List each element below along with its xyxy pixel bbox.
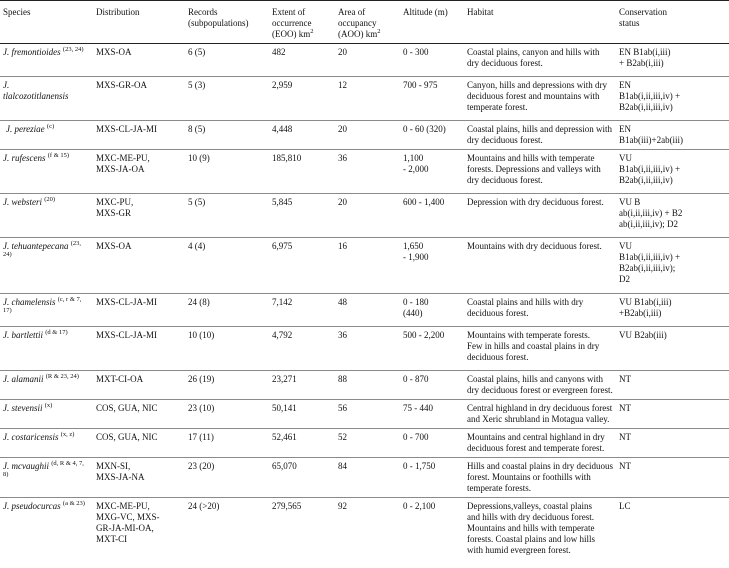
records-cell: 26 (19) <box>185 371 269 400</box>
table-row <box>0 238 729 294</box>
records-cell: 24 (>20) <box>188 501 220 511</box>
eoo-cell: 279,565 <box>272 501 302 511</box>
header-species: Species <box>0 1 93 44</box>
species-cell <box>0 498 93 568</box>
altitude-cell: 0 - 700 <box>400 429 464 458</box>
header-altitude: Altitude (m) <box>400 1 464 44</box>
aoo-cell: 56 <box>335 400 400 429</box>
header-aoo-text: Area of occupancy (AOO) km <box>338 7 378 39</box>
header-habitat: Habitat <box>464 1 616 44</box>
species-cell <box>0 458 93 498</box>
aoo-cell: 16 <box>335 238 400 294</box>
conservation-status-cell: VU B ab(i,ii,iii,iv) + B2 ab(i,ii,iii,iv); D2 <box>616 194 729 238</box>
habitat-cell: Coastal plains, canyon and hills with dry deciduous forest. <box>464 44 616 77</box>
aoo-cell: 88 <box>335 371 400 400</box>
altitude-cell: 500 - 2,200 <box>400 327 464 371</box>
conservation-status-cell: LC <box>619 501 631 511</box>
distribution-cell: MXS-OA <box>93 44 185 77</box>
conservation-status-cell: NT <box>616 400 729 429</box>
table-row <box>0 429 729 458</box>
eoo-cell: 185,810 <box>269 150 335 194</box>
records-cell: 5 (5) <box>185 194 269 238</box>
species-name: J. fremontioides <box>3 47 61 57</box>
eoo-cell: 52,461 <box>269 429 335 458</box>
species-reference: (d, R & 4, 7, 8) <box>3 460 84 478</box>
species-name: J. chamelensis <box>3 297 56 307</box>
habitat-cell: Mountains with temperate forests. Few in hills and coastal plains in dry deciduous forest. <box>464 327 616 371</box>
table-row <box>0 400 729 429</box>
species-reference: (23, 24) <box>3 240 82 258</box>
eoo-cell: 4,792 <box>269 327 335 371</box>
distribution-cell: MXT-CI-OA <box>93 371 185 400</box>
records-cell: 10 (10) <box>185 327 269 371</box>
table-row <box>0 77 729 121</box>
records-cell: 10 (9) <box>185 150 269 194</box>
header-aoo-sup: 2 <box>377 28 381 35</box>
distribution-cell: MXS-OA <box>93 238 185 294</box>
species-cell <box>0 44 93 77</box>
table-row <box>0 194 729 238</box>
species-cell <box>0 77 93 121</box>
species-name: J. bartlettii <box>3 330 43 340</box>
altitude-cell: 1,100 - 2,000 <box>400 150 464 194</box>
records-cell: 6 (5) <box>185 44 269 77</box>
species-cell <box>0 121 93 150</box>
altitude-cell: 1,650 - 1,900 <box>400 238 464 294</box>
aoo-cell: 84 <box>335 458 400 498</box>
species-reference: (23, 24) <box>62 46 84 53</box>
conservation-status-cell: NT <box>616 429 729 458</box>
conservation-status-cell: EN B1ab(i,iii) + B2ab(i,iii) <box>616 44 729 77</box>
header-aoo <box>335 1 400 44</box>
aoo-cell: 36 <box>335 327 400 371</box>
species-cell <box>0 238 93 294</box>
altitude-cell: 0 - 180 (440) <box>400 294 464 327</box>
species-reference: (a & 23) <box>62 500 85 507</box>
species-name: J. tehuantepecana <box>3 241 69 251</box>
eoo-cell: 2,959 <box>269 77 335 121</box>
eoo-cell: 23,271 <box>269 371 335 400</box>
aoo-cell: 52 <box>335 429 400 458</box>
distribution-cell: MXC-PU, MXS-GR <box>93 194 185 238</box>
distribution-cell: MXS-GR-OA <box>93 77 185 121</box>
altitude-cell: 0 - 300 <box>400 44 464 77</box>
species-cell <box>0 150 93 194</box>
table-row <box>0 327 729 371</box>
table-row <box>0 371 729 400</box>
species-name: J. tlalcozotitlanensis <box>3 80 69 101</box>
habitat-cell: Hills and coastal plains in dry deciduous forest. Mountains or foothills with temperate forests. <box>464 458 616 498</box>
distribution-cell: COS, GUA, NIC <box>93 400 185 429</box>
distribution-cell: MXC-ME-PU, MXS-JA-OA <box>93 150 185 194</box>
species-reference: (c, r & 7, 17) <box>3 296 82 314</box>
distribution-cell: COS, GUA, NIC <box>93 429 185 458</box>
habitat-cell: Depressions,valleys, coastal plains and hills with dry deciduous forest. Mountains and hills with temperate forests. Coastal plains and low hills with humid evergreen forest. <box>467 501 595 555</box>
aoo-cell: 36 <box>335 150 400 194</box>
records-cell: 17 (11) <box>185 429 269 458</box>
conservation-status-cell: VU B1ab(i,ii,iii,iv) + B2ab(i,ii,iii,iv) <box>616 150 729 194</box>
distribution-cell: MXS-CL-JA-MI <box>93 121 185 150</box>
aoo-cell: 12 <box>335 77 400 121</box>
eoo-cell: 5,845 <box>269 194 335 238</box>
habitat-cell: Mountains with dry deciduous forest. <box>464 238 616 294</box>
species-reference: (20) <box>44 196 56 203</box>
aoo-cell: 92 <box>338 501 347 511</box>
habitat-cell: Mountains and central highland in dry deciduous forest and temperate forest. <box>464 429 616 458</box>
habitat-cell: Mountains and hills with temperate forests. Depressions and valleys with dry deciduous forest. <box>464 150 616 194</box>
altitude-cell: 700 - 975 <box>400 77 464 121</box>
species-reference: (c) <box>46 123 55 130</box>
species-cell <box>0 194 93 238</box>
species-cell <box>0 371 93 400</box>
records-cell: 23 (10) <box>185 400 269 429</box>
species-reference: (d & 17) <box>45 329 68 336</box>
species-cell <box>0 400 93 429</box>
aoo-cell: 20 <box>335 121 400 150</box>
altitude-cell: 0 - 870 <box>400 371 464 400</box>
conservation-status-cell: VU B1ab(i,iii) +B2ab(i,iii) <box>616 294 729 327</box>
species-reference: (f & 15) <box>47 152 70 159</box>
species-reference: (R & 23, 24) <box>45 373 79 380</box>
species-name: J. pseudocurcas <box>3 501 61 511</box>
table-row <box>0 498 729 568</box>
eoo-cell: 6,975 <box>269 238 335 294</box>
table-header <box>0 1 729 44</box>
conservation-status-cell: VU B1ab(i,ii,iii,iv) + B2ab(i,ii,iii,iv); D2 <box>616 238 729 294</box>
eoo-cell: 65,070 <box>269 458 335 498</box>
habitat-cell: Coastal plains and hills with dry deciduous forest. <box>464 294 616 327</box>
header-eoo-sup: 2 <box>310 28 314 35</box>
distribution-cell: MXN-SI, MXS-JA-NA <box>93 458 185 498</box>
habitat-cell: Central highland in dry deciduous forest and Xeric shrubland in Motagua valley. <box>464 400 616 429</box>
altitude-cell: 0 - 2,100 <box>403 501 436 511</box>
header-records: Records (subpopulations) <box>185 1 269 44</box>
species-name: J. costaricensis <box>3 432 59 442</box>
habitat-cell: Canyon, hills and depressions with dry deciduous forest and mountains with temperate forest. <box>464 77 616 121</box>
species-name: J. rufescens <box>3 153 46 163</box>
conservation-status-cell: EN B1ab(iii)+2ab(iii) <box>616 121 729 150</box>
species-name: J. websteri <box>3 197 42 207</box>
altitude-cell: 600 - 1,400 <box>400 194 464 238</box>
species-cell <box>0 429 93 458</box>
altitude-cell: 0 - 60 (320) <box>400 121 464 150</box>
habitat-cell: Coastal plains, hills and canyons with dry deciduous forest or evergreen forest. <box>464 371 616 400</box>
species-name: J. pereziae <box>6 124 45 134</box>
header-distribution: Distribution <box>93 1 185 44</box>
header-conservation: Conservation status <box>616 1 729 44</box>
eoo-cell: 7,142 <box>269 294 335 327</box>
header-eoo-text: Extent of occurrence (EOO) km <box>272 7 312 39</box>
species-reference: (x) <box>44 402 53 409</box>
altitude-cell: 75 - 440 <box>400 400 464 429</box>
header-eoo <box>269 1 335 44</box>
conservation-status-cell: NT <box>616 458 729 498</box>
aoo-cell: 48 <box>335 294 400 327</box>
table-row <box>0 121 729 150</box>
altitude-cell: 0 - 1,750 <box>400 458 464 498</box>
distribution-cell: MXS-CL-JA-MI <box>93 327 185 371</box>
table-row <box>0 150 729 194</box>
conservation-status-cell: NT <box>616 371 729 400</box>
habitat-cell: Coastal plains, hills and depression with dry deciduous forest. <box>464 121 616 150</box>
records-cell: 8 (5) <box>185 121 269 150</box>
table-row <box>0 294 729 327</box>
species-name: J. alamanii <box>3 374 44 384</box>
aoo-cell: 20 <box>335 194 400 238</box>
distribution-cell: MXS-CL-JA-MI <box>93 294 185 327</box>
table-body <box>0 44 729 568</box>
records-cell: 23 (20) <box>185 458 269 498</box>
eoo-cell: 4,448 <box>269 121 335 150</box>
species-name: J. mcvaughii <box>3 461 49 471</box>
conservation-status-cell: VU B2ab(iii) <box>616 327 729 371</box>
records-cell: 5 (3) <box>185 77 269 121</box>
eoo-cell: 482 <box>269 44 335 77</box>
conservation-status-cell: EN B1ab(i,ii,iii,iv) + B2ab(i,ii,iii,iv) <box>616 77 729 121</box>
habitat-cell: Depression with dry deciduous forest. <box>464 194 616 238</box>
table-row <box>0 458 729 498</box>
distribution-cell: MXC-ME-PU, MXG-VC, MXS- GR-JA-MI-OA, MXT-CI <box>96 501 160 544</box>
species-name: J. stevensii <box>3 403 43 413</box>
table-row <box>0 44 729 77</box>
species-cell <box>0 294 93 327</box>
records-cell: 24 (8) <box>185 294 269 327</box>
species-reference: (x, z) <box>60 431 75 438</box>
species-cell <box>0 327 93 371</box>
records-cell: 4 (4) <box>185 238 269 294</box>
aoo-cell: 20 <box>335 44 400 77</box>
eoo-cell: 50,141 <box>269 400 335 429</box>
